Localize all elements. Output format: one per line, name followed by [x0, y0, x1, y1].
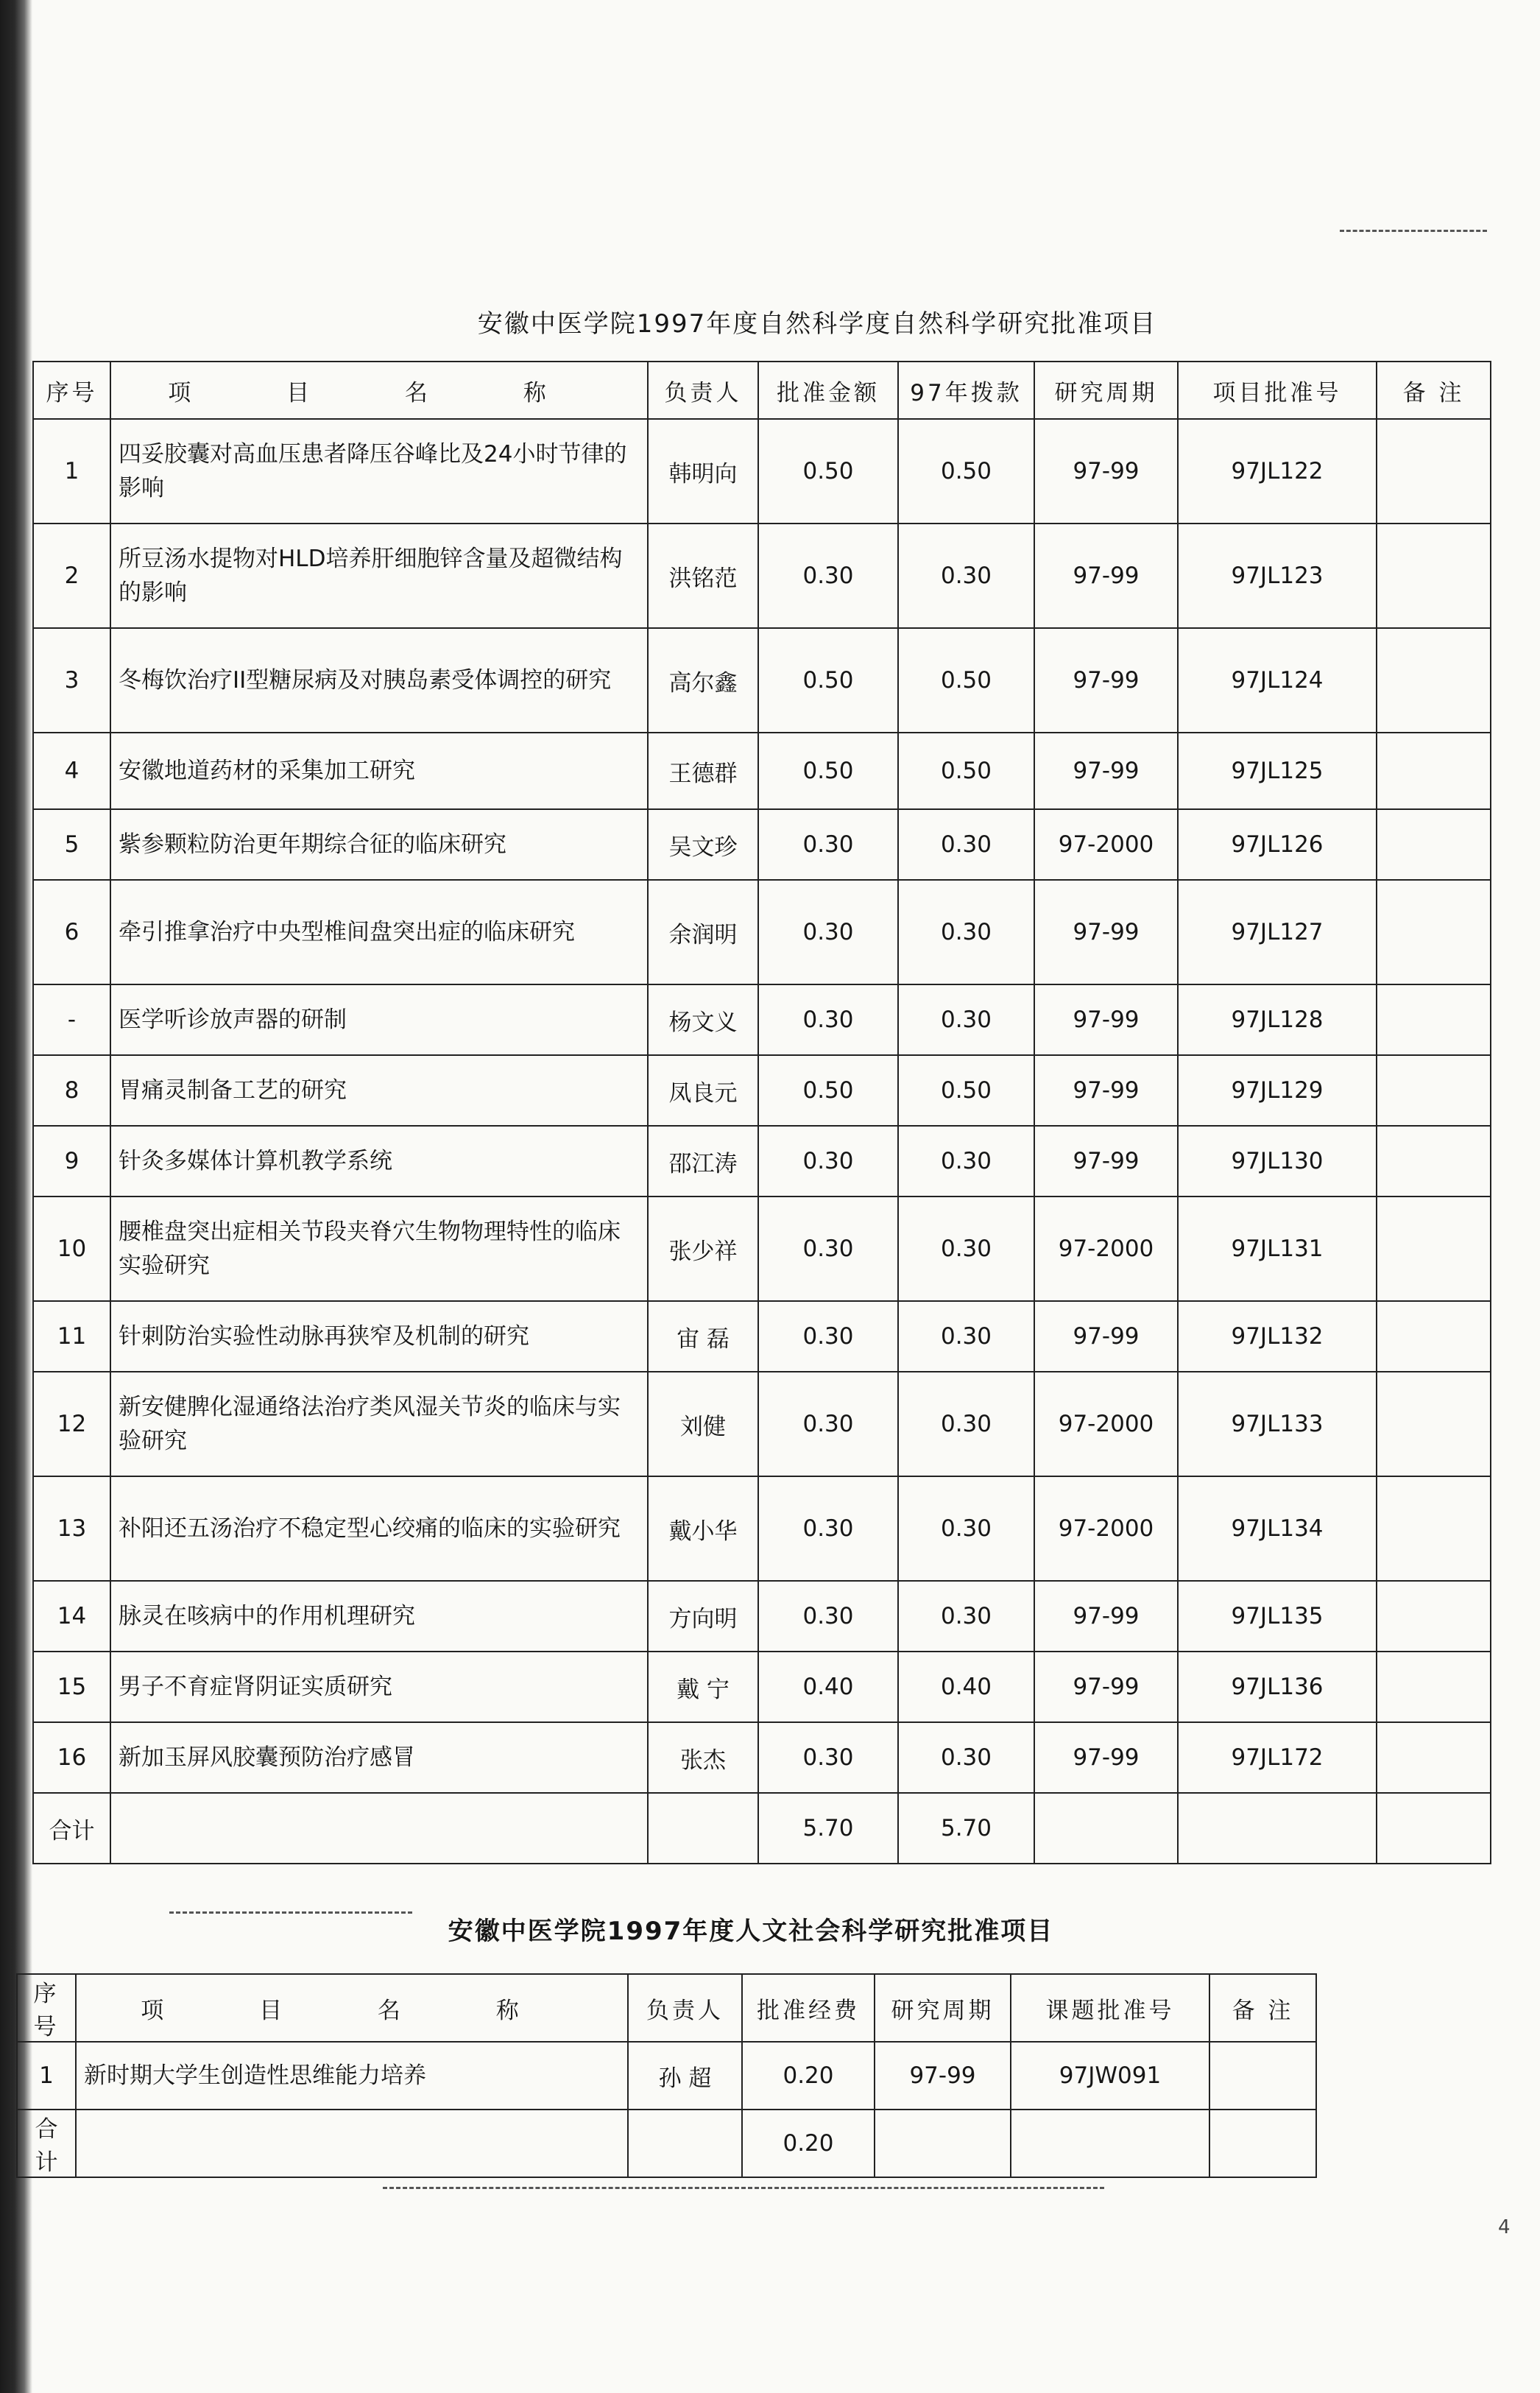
total-empty — [1209, 2110, 1316, 2177]
natural-science-table — [32, 361, 1491, 1864]
cell-no: 12 — [33, 1372, 110, 1476]
cell-no: 10 — [33, 1196, 110, 1301]
header-grant97: 97年拨款 — [898, 362, 1034, 419]
cell-name: 牵引推拿治疗中央型椎间盘突出症的临床研究 — [110, 880, 648, 984]
humanities-table-title: 安徽中医学院1997年度人文社会科学研究批准项目 — [448, 1917, 1054, 1946]
cell-approval: 97JL130 — [1178, 1126, 1377, 1196]
cell-note — [1377, 1652, 1491, 1722]
cell-leader: 杨文义 — [648, 984, 758, 1055]
cell-period: 97-2000 — [1034, 1196, 1178, 1301]
cell-name: 针刺防治实验性动脉再狭窄及机制的研究 — [110, 1301, 648, 1372]
header-approval: 课题批准号 — [1011, 1974, 1209, 2042]
cell-no: 16 — [33, 1722, 110, 1793]
cell-note — [1377, 1476, 1491, 1581]
cell-leader: 邵江涛 — [648, 1126, 758, 1196]
total-amount: 0.20 — [742, 2110, 875, 2177]
cell-leader: 戴 宁 — [648, 1652, 758, 1722]
cell-leader: 刘健 — [648, 1372, 758, 1476]
cell-grant97: 0.50 — [898, 419, 1034, 524]
cell-amount: 0.30 — [758, 1581, 898, 1652]
table-row — [33, 984, 1491, 1055]
cell-note — [1377, 1055, 1491, 1126]
cell-name: 紫参颗粒防治更年期综合征的临床研究 — [110, 809, 648, 880]
cell-name: 四妥胶囊对高血压患者降压谷峰比及24小时节律的影响 — [110, 419, 648, 524]
cell-period: 97-99 — [1034, 1652, 1178, 1722]
natural-table-title: 安徽中医学院1997年度自然科学度自然科学研究批准项目 — [477, 309, 1157, 339]
cell-period: 97-99 — [1034, 419, 1178, 524]
cell-no: 3 — [33, 628, 110, 733]
cell-period: 97-99 — [1034, 628, 1178, 733]
cell-leader: 吴文珍 — [648, 809, 758, 880]
cell-note — [1377, 733, 1491, 809]
cell-amount: 0.50 — [758, 1055, 898, 1126]
cell-period: 97-2000 — [1034, 1476, 1178, 1581]
cell-grant97: 0.30 — [898, 1581, 1034, 1652]
cell-approval: 97JL127 — [1178, 880, 1377, 984]
header-amount: 批准金额 — [758, 362, 898, 419]
cell-no: 14 — [33, 1581, 110, 1652]
cell-name: 新时期大学生创造性思维能力培养 — [76, 2042, 628, 2110]
cell-grant97: 0.30 — [898, 880, 1034, 984]
cell-approval: 97JL134 — [1178, 1476, 1377, 1581]
cell-period: 97-99 — [1034, 733, 1178, 809]
total-empty — [1011, 2110, 1209, 2177]
header-no: 序号 — [33, 362, 110, 419]
page-mark: 4 — [1498, 2216, 1511, 2238]
cell-grant97: 0.30 — [898, 1372, 1034, 1476]
cell-no: 9 — [33, 1126, 110, 1196]
cell-note — [1377, 880, 1491, 984]
cell-note — [1377, 1301, 1491, 1372]
cell-period: 97-99 — [1034, 524, 1178, 628]
table-row — [33, 1055, 1491, 1126]
cell-approval: 97JL125 — [1178, 733, 1377, 809]
cell-leader: 孙 超 — [628, 2042, 742, 2110]
cell-period: 97-99 — [1034, 1055, 1178, 1126]
cell-leader: 方向明 — [648, 1581, 758, 1652]
cell-amount: 0.30 — [758, 1722, 898, 1793]
cell-amount: 0.30 — [758, 1126, 898, 1196]
cell-note — [1377, 1722, 1491, 1793]
cell-amount: 0.30 — [758, 1476, 898, 1581]
cell-approval: 97JL126 — [1178, 809, 1377, 880]
cell-no: 6 — [33, 880, 110, 984]
cell-leader: 张杰 — [648, 1722, 758, 1793]
cell-approval: 97JL122 — [1178, 419, 1377, 524]
cell-note — [1377, 524, 1491, 628]
cell-name: 男子不育症肾阴证实质研究 — [110, 1652, 648, 1722]
header-leader: 负责人 — [628, 1974, 742, 2042]
cell-note — [1377, 419, 1491, 524]
cell-amount: 0.40 — [758, 1652, 898, 1722]
total-row — [17, 2110, 1316, 2177]
cell-note — [1377, 628, 1491, 733]
table-row — [33, 1126, 1491, 1196]
table-row — [33, 419, 1491, 524]
cell-approval: 97JL172 — [1178, 1722, 1377, 1793]
cell-amount: 0.30 — [758, 809, 898, 880]
table-row — [17, 2042, 1316, 2110]
cell-leader: 高尔鑫 — [648, 628, 758, 733]
cell-leader: 韩明向 — [648, 419, 758, 524]
cell-grant97: 0.30 — [898, 984, 1034, 1055]
cell-name: 脉灵在咳病中的作用机理研究 — [110, 1581, 648, 1652]
scan-dash-bottom — [383, 2187, 1104, 2189]
total-empty — [76, 2110, 628, 2177]
cell-leader: 王德群 — [648, 733, 758, 809]
total-empty — [648, 1793, 758, 1864]
cell-approval: 97JL136 — [1178, 1652, 1377, 1722]
cell-period: 97-99 — [1034, 984, 1178, 1055]
cell-grant97: 0.30 — [898, 1476, 1034, 1581]
total-amount: 5.70 — [758, 1793, 898, 1864]
total-empty — [1178, 1793, 1377, 1864]
cell-note — [1377, 1581, 1491, 1652]
cell-amount: 0.30 — [758, 984, 898, 1055]
cell-grant97: 0.50 — [898, 733, 1034, 809]
header-amount: 批准经费 — [742, 1974, 875, 2042]
cell-period: 97-99 — [1034, 880, 1178, 984]
cell-name: 腰椎盘突出症相关节段夹脊穴生物物理特性的临床实验研究 — [110, 1196, 648, 1301]
cell-note — [1377, 1372, 1491, 1476]
table-row — [33, 1196, 1491, 1301]
cell-grant97: 0.30 — [898, 1722, 1034, 1793]
total-empty — [1034, 1793, 1178, 1864]
cell-leader: 戴小华 — [648, 1476, 758, 1581]
cell-leader: 余润明 — [648, 880, 758, 984]
cell-note — [1377, 809, 1491, 880]
cell-grant97: 0.30 — [898, 1126, 1034, 1196]
cell-no: 4 — [33, 733, 110, 809]
cell-grant97: 0.30 — [898, 524, 1034, 628]
cell-leader: 宙 磊 — [648, 1301, 758, 1372]
table-row — [33, 733, 1491, 809]
table-row — [33, 1652, 1491, 1722]
cell-no: 8 — [33, 1055, 110, 1126]
cell-approval: 97JL133 — [1178, 1372, 1377, 1476]
cell-approval: 97JL131 — [1178, 1196, 1377, 1301]
natural-header-row — [33, 362, 1491, 419]
cell-leader: 凤良元 — [648, 1055, 758, 1126]
cell-grant97: 0.40 — [898, 1652, 1034, 1722]
cell-no: 15 — [33, 1652, 110, 1722]
cell-name: 新加玉屏风胶囊预防治疗感冒 — [110, 1722, 648, 1793]
total-row — [33, 1793, 1491, 1864]
cell-no: 2 — [33, 524, 110, 628]
cell-grant97: 0.50 — [898, 628, 1034, 733]
cell-period: 97-99 — [1034, 1581, 1178, 1652]
header-period: 研究周期 — [875, 1974, 1011, 2042]
total-empty — [875, 2110, 1011, 2177]
cell-amount: 0.50 — [758, 733, 898, 809]
cell-no: 13 — [33, 1476, 110, 1581]
total-label: 合计 — [33, 1793, 110, 1864]
table-row — [33, 1372, 1491, 1476]
cell-period: 97-2000 — [1034, 1372, 1178, 1476]
cell-period: 97-2000 — [1034, 809, 1178, 880]
total-label: 合计 — [17, 2110, 76, 2177]
total-empty — [1377, 1793, 1491, 1864]
cell-amount: 0.20 — [742, 2042, 875, 2110]
cell-note — [1377, 1126, 1491, 1196]
header-period: 研究周期 — [1034, 362, 1178, 419]
header-name: 项 目 名 称 — [76, 1974, 628, 2042]
cell-name: 冬梅饮治疗II型糖尿病及对胰岛素受体调控的研究 — [110, 628, 648, 733]
cell-period: 97-99 — [1034, 1722, 1178, 1793]
cell-note — [1377, 984, 1491, 1055]
table-row — [33, 628, 1491, 733]
cell-amount: 0.50 — [758, 419, 898, 524]
cell-name: 安徽地道药材的采集加工研究 — [110, 733, 648, 809]
cell-approval: 97JL132 — [1178, 1301, 1377, 1372]
header-name: 项 目 名 称 — [110, 362, 648, 419]
cell-note — [1209, 2042, 1316, 2110]
cell-approval: 97JL135 — [1178, 1581, 1377, 1652]
cell-name: 补阳还五汤治疗不稳定型心绞痛的临床的实验研究 — [110, 1476, 648, 1581]
humanities-table — [16, 1973, 1317, 2178]
table-row — [33, 1301, 1491, 1372]
cell-name: 医学听诊放声器的研制 — [110, 984, 648, 1055]
cell-amount: 0.30 — [758, 1372, 898, 1476]
table-row — [33, 524, 1491, 628]
total-grant97: 5.70 — [898, 1793, 1034, 1864]
cell-no: 1 — [33, 419, 110, 524]
cell-grant97: 0.30 — [898, 1301, 1034, 1372]
table-row — [33, 1476, 1491, 1581]
humanities-header-row — [17, 1974, 1316, 2042]
cell-approval: 97JL129 — [1178, 1055, 1377, 1126]
cell-note — [1377, 1196, 1491, 1301]
cell-period: 97-99 — [1034, 1301, 1178, 1372]
cell-no: 5 — [33, 809, 110, 880]
cell-name: 新安健脾化湿通络法治疗类风湿关节炎的临床与实验研究 — [110, 1372, 648, 1476]
total-empty — [110, 1793, 648, 1864]
table-row — [33, 1722, 1491, 1793]
cell-grant97: 0.50 — [898, 1055, 1034, 1126]
cell-approval: 97JL123 — [1178, 524, 1377, 628]
header-note: 备 注 — [1209, 1974, 1316, 2042]
cell-no: - — [33, 984, 110, 1055]
cell-no: 1 — [17, 2042, 76, 2110]
cell-leader: 洪铭范 — [648, 524, 758, 628]
header-leader: 负责人 — [648, 362, 758, 419]
cell-amount: 0.30 — [758, 1196, 898, 1301]
cell-approval: 97JW091 — [1011, 2042, 1209, 2110]
cell-amount: 0.50 — [758, 628, 898, 733]
cell-name: 胃痛灵制备工艺的研究 — [110, 1055, 648, 1126]
cell-name: 所豆汤水提物对HLD培养肝细胞锌含量及超微结构的影响 — [110, 524, 648, 628]
cell-name: 针灸多媒体计算机教学系统 — [110, 1126, 648, 1196]
scan-dash-top — [1340, 230, 1487, 232]
cell-grant97: 0.30 — [898, 1196, 1034, 1301]
cell-amount: 0.30 — [758, 524, 898, 628]
table-row — [33, 880, 1491, 984]
cell-approval: 97JL124 — [1178, 628, 1377, 733]
cell-period: 97-99 — [875, 2042, 1011, 2110]
cell-approval: 97JL128 — [1178, 984, 1377, 1055]
cell-grant97: 0.30 — [898, 809, 1034, 880]
header-no: 序号 — [17, 1974, 76, 2042]
header-approval: 项目批准号 — [1178, 362, 1377, 419]
header-note: 备 注 — [1377, 362, 1491, 419]
cell-leader: 张少祥 — [648, 1196, 758, 1301]
table-row — [33, 809, 1491, 880]
cell-period: 97-99 — [1034, 1126, 1178, 1196]
cell-no: 11 — [33, 1301, 110, 1372]
cell-amount: 0.30 — [758, 1301, 898, 1372]
table-row — [33, 1581, 1491, 1652]
cell-amount: 0.30 — [758, 880, 898, 984]
scan-dash-mid — [169, 1911, 412, 1914]
total-empty — [628, 2110, 742, 2177]
